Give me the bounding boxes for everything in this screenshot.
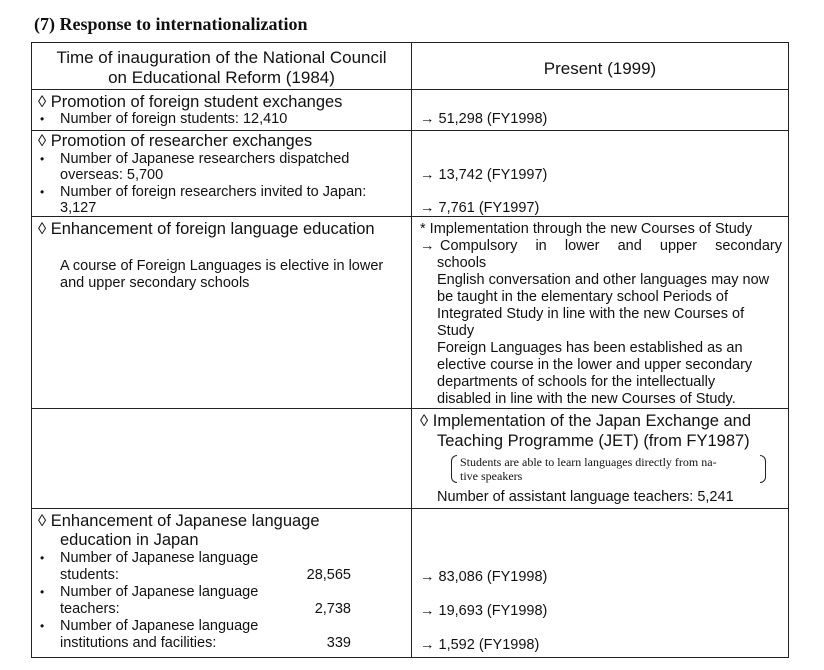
column-divider (411, 43, 412, 657)
sec3-present-line: Integrated Study in line with the new Courses of (437, 306, 745, 322)
sec2-item2-line1: Number of foreign researchers invited to Japan: (60, 184, 367, 200)
sec3-present-line: departments of schools for the intellectually (437, 374, 716, 390)
word: upper (659, 238, 697, 254)
sec5-item-line1: Number of Japanese language (60, 584, 259, 600)
sec4-count: Number of assistant language teachers: 5,241 (437, 489, 734, 505)
sec2-title: ◊ Promotion of researcher exchanges (38, 132, 313, 150)
internationalization-table (31, 42, 789, 658)
sec5-item-present: → 1,592 (FY1998) (420, 637, 540, 653)
sec3-present-line: schools (437, 255, 487, 271)
note-bracket-left (451, 455, 457, 483)
bullet: • (40, 185, 45, 199)
sec5-item-line2: institutions and facilities: (60, 635, 217, 651)
row-divider (32, 89, 788, 90)
sec3-present-line: be taught in the elementary school Periods of (437, 289, 728, 305)
sec5-title-line2: education in Japan (60, 531, 199, 549)
header-right: Present (1999) (543, 59, 657, 78)
word: lower (564, 238, 600, 254)
sec5-item-present: → 19,693 (FY1998) (420, 603, 548, 619)
row-divider (32, 130, 788, 131)
sec3-body-line1: A course of Foreign Languages is elective in lower (60, 258, 384, 274)
sec5-item-value: 339 (326, 635, 351, 651)
sec5-title-line1: ◊ Enhancement of Japanese language (38, 512, 320, 530)
header-left-line1: Time of inauguration of the National Council (56, 48, 387, 67)
sec1-title: ◊ Promotion of foreign student exchanges (38, 93, 343, 111)
bullet: • (40, 585, 45, 599)
sec2-present2: → 7,761 (FY1997) (420, 200, 540, 216)
sec3-present-star: * Implementation through the new Courses of Study (420, 221, 753, 237)
sec5-item-line1: Number of Japanese language (60, 618, 259, 634)
sec5-item-present: → 83,086 (FY1998) (420, 569, 548, 585)
sec2-item1-line1: Number of Japanese researchers dispatched (60, 151, 350, 167)
sec3-body-line2: and upper secondary schools (60, 275, 250, 291)
sec5-item-line2: students: (60, 567, 119, 583)
sec3-present-line: disabled in line with the new Courses of Study. (437, 391, 736, 407)
sec2-item1-line2: overseas: 5,700 (60, 167, 164, 183)
sec2-item2-line2: 3,127 (60, 200, 97, 216)
row-divider (32, 408, 788, 409)
word: in (535, 238, 547, 254)
sec1-item1: Number of foreign students: 12,410 (60, 111, 288, 127)
sec3-present-line: English conversation and other languages may now (437, 272, 770, 288)
sec5-item-value: 2,738 (314, 601, 351, 617)
sec5-item-value: 28,565 (306, 567, 351, 583)
word: secondary (715, 238, 782, 254)
sec3-compulsory-line (440, 238, 782, 255)
header-left-line2: on Educational Reform (1984) (108, 68, 335, 87)
sec4-note-line1: Students are able to learn languages directly from na- (460, 455, 717, 469)
bullet: • (40, 551, 45, 565)
sec4-title-line2: Teaching Programme (JET) (from FY1987) (437, 432, 750, 450)
sec4-note-line2: tive speakers (460, 469, 523, 483)
bullet: • (40, 619, 45, 633)
sec3-title: ◊ Enhancement of foreign language education (38, 220, 375, 238)
bullet: • (40, 152, 45, 166)
sec2-present1: → 13,742 (FY1997) (420, 167, 548, 183)
sec3-arrow: → (420, 238, 435, 254)
sec1-present1: → 51,298 (FY1998) (420, 111, 548, 127)
sec4-title-line1: ◊ Implementation of the Japan Exchange and (420, 412, 752, 430)
word: Compulsory (440, 238, 518, 254)
sec3-present-line: Foreign Languages has been established as an (437, 340, 743, 356)
row-divider (32, 216, 788, 217)
sec3-present-line: Study (437, 323, 475, 339)
sec3-present-line: elective course in the lower and upper secondary (437, 357, 753, 373)
row-divider (32, 508, 788, 509)
word: and (617, 238, 642, 254)
sec5-item-line2: teachers: (60, 601, 120, 617)
page-heading: (7) Response to internationalization (34, 14, 308, 34)
bullet: • (40, 112, 45, 126)
note-bracket-right (760, 455, 766, 483)
sec5-item-line1: Number of Japanese language (60, 550, 259, 566)
